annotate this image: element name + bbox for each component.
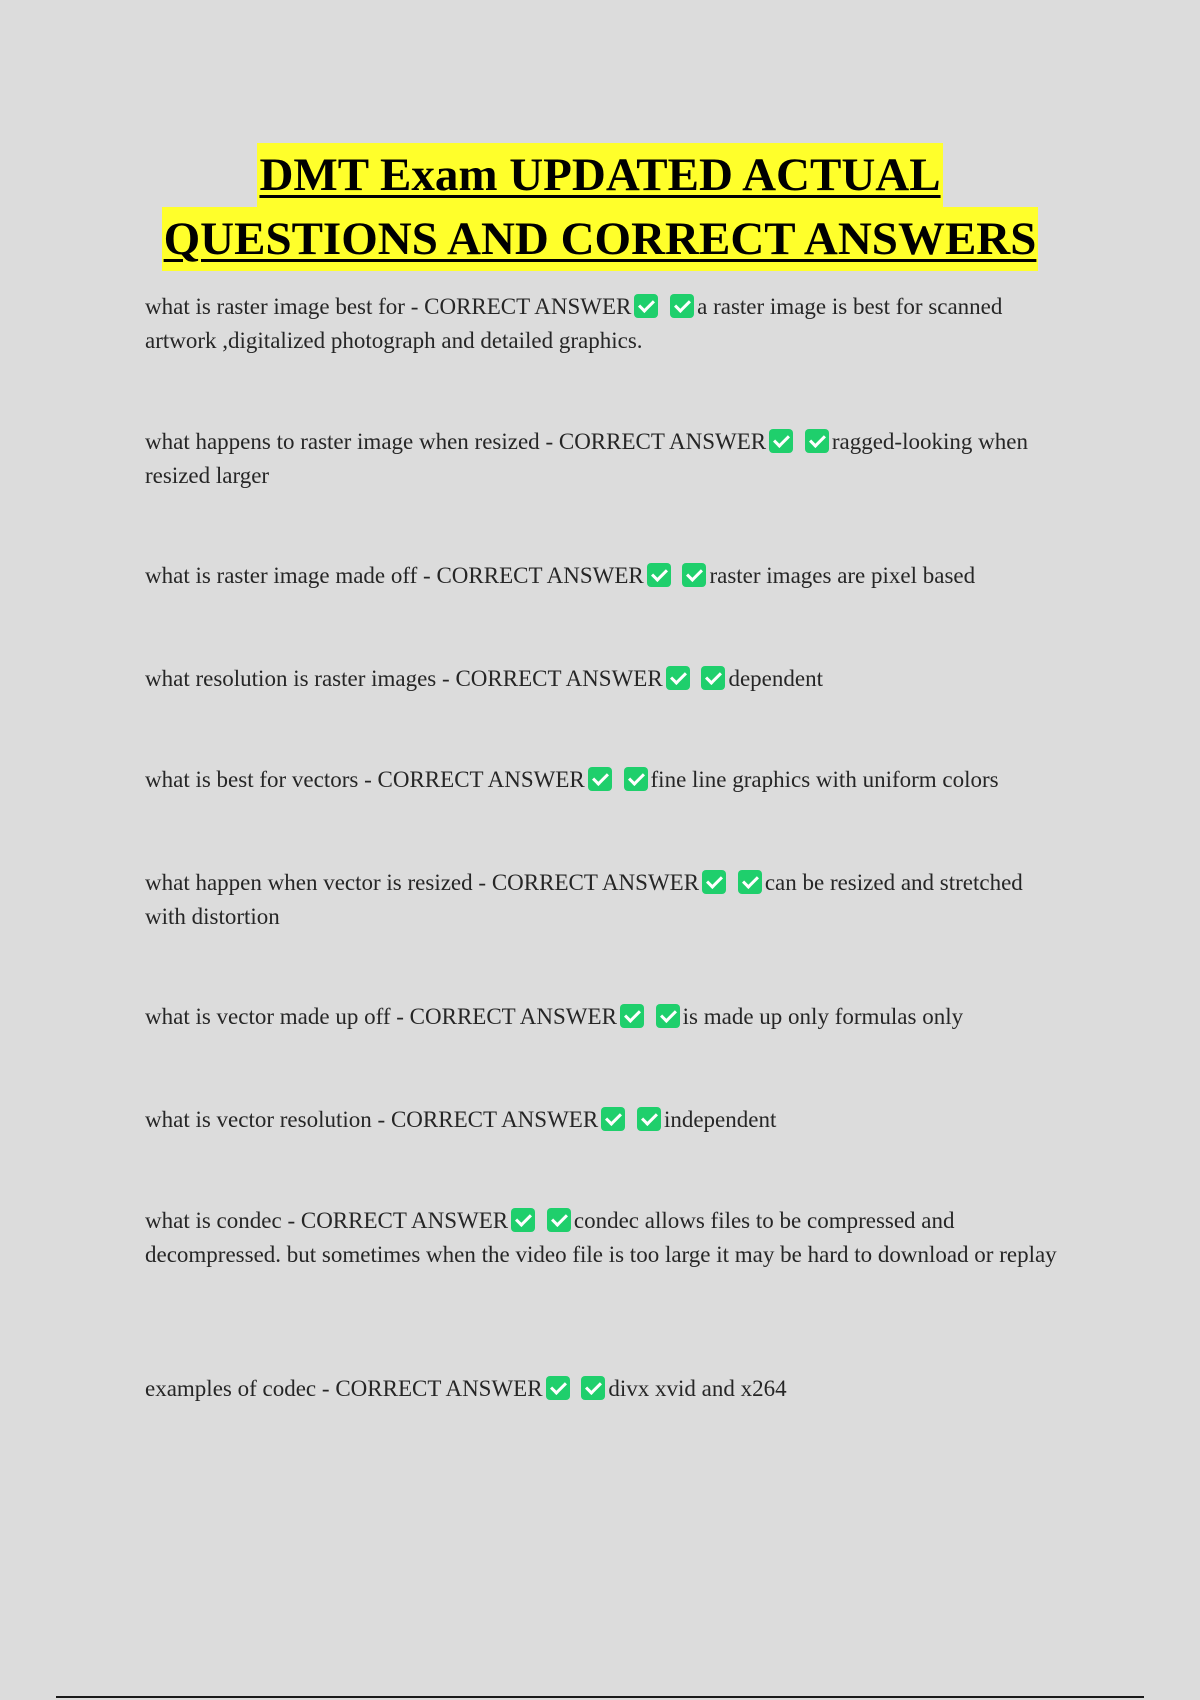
- green-check-icon: [656, 1004, 680, 1028]
- correct-answer-marker: CORRECT ANSWER: [558, 429, 767, 454]
- qa-item-6: what happen when vector is resized - CORRECT ANSWER can be resized and stretched with distortion: [145, 870, 1023, 929]
- green-check-icon: [738, 870, 762, 894]
- green-check-icon: [701, 666, 725, 690]
- question-text: what is raster image made off: [145, 563, 418, 588]
- green-check-icon: [624, 767, 648, 791]
- answer-text: independent: [663, 1107, 777, 1132]
- qa-item-7: what is vector made up off - CORRECT ANSWER is made up only formulas only: [145, 1004, 964, 1029]
- correct-answer-marker: CORRECT ANSWER: [455, 666, 663, 691]
- answer-text: condec allows files to be compressed and decompressed. but sometimes when the video file is too large it may be hard to download or replay: [145, 1208, 1057, 1267]
- title-line-2: QUESTIONS AND CORRECT ANSWERS: [162, 207, 1039, 271]
- question-text: what resolution is raster images: [145, 666, 437, 691]
- green-check-icon: [581, 1376, 605, 1400]
- question-text: what happen when vector is resized: [145, 870, 473, 895]
- correct-answer-marker: CORRECT ANSWER: [409, 1004, 617, 1029]
- qa-item-8: what is vector resolution - CORRECT ANSWER independent: [145, 1107, 777, 1132]
- question-text: what happens to raster image when resized: [145, 429, 540, 454]
- green-check-icon: [682, 563, 706, 587]
- green-check-icon: [647, 563, 671, 587]
- question-text: what is vector made up off: [145, 1004, 391, 1029]
- answer-text: raster images are pixel based: [709, 563, 976, 588]
- answer-text: fine line graphics with uniform colors: [650, 767, 999, 792]
- green-check-icon: [546, 1376, 570, 1400]
- answer-text: ragged-looking when resized larger: [145, 429, 1028, 488]
- correct-answer-marker: CORRECT ANSWER: [491, 870, 700, 895]
- green-check-icon: [670, 294, 694, 318]
- correct-answer-marker: CORRECT ANSWER: [300, 1208, 509, 1233]
- correct-answer-marker: CORRECT ANSWER: [377, 767, 585, 792]
- green-check-icon: [634, 294, 658, 318]
- answer-text: a raster image is best for scanned artwork ,digitalized photograph and detailed graphics.: [145, 294, 1003, 353]
- green-check-icon: [547, 1208, 571, 1232]
- question-text: what is vector resolution: [145, 1107, 372, 1132]
- green-check-icon: [637, 1107, 661, 1131]
- answer-text: can be resized and stretched with distortion: [145, 870, 1023, 929]
- qa-item-10: examples of codec - CORRECT ANSWER divx xvid and x264: [145, 1376, 787, 1401]
- question-text: what is best for vectors: [145, 767, 359, 792]
- footer-divider: [56, 1696, 1144, 1698]
- answer-text: dependent: [728, 666, 823, 691]
- answer-text: divx xvid and x264: [608, 1376, 787, 1401]
- question-text: examples of codec: [145, 1376, 317, 1401]
- green-check-icon: [511, 1208, 535, 1232]
- qa-item-3: what is raster image made off - CORRECT ANSWER raster images are pixel based: [145, 563, 976, 588]
- correct-answer-marker: CORRECT ANSWER: [436, 563, 644, 588]
- qa-item-9: what is condec - CORRECT ANSWER condec allows files to be compressed and decompressed. but sometimes when the video file is too large it may be hard to download or replay: [145, 1208, 1057, 1267]
- question-text: what is raster image best for: [145, 294, 405, 319]
- qa-item-4: what resolution is raster images - CORRECT ANSWER dependent: [145, 666, 823, 691]
- green-check-icon: [620, 1004, 644, 1028]
- correct-answer-marker: CORRECT ANSWER: [424, 294, 632, 319]
- question-text: what is condec: [145, 1208, 282, 1233]
- qa-item-1: what is raster image best for - CORRECT ANSWER a raster image is best for scanned artwork ,digitalized photograph and detailed graphics.: [145, 294, 1003, 353]
- correct-answer-marker: CORRECT ANSWER: [390, 1107, 599, 1132]
- green-check-icon: [601, 1107, 625, 1131]
- qa-item-2: what happens to raster image when resized - CORRECT ANSWER ragged-looking when resized larger: [145, 429, 1028, 488]
- title-line-1: DMT Exam UPDATED ACTUAL: [257, 143, 942, 207]
- qa-item-5: what is best for vectors - CORRECT ANSWER fine line graphics with uniform colors: [145, 767, 999, 792]
- green-check-icon: [805, 429, 829, 453]
- correct-answer-marker: CORRECT ANSWER: [335, 1376, 543, 1401]
- answer-text: is made up only formulas only: [682, 1004, 964, 1029]
- document-title: [0, 143, 1200, 271]
- green-check-icon: [769, 429, 793, 453]
- green-check-icon: [702, 870, 726, 894]
- green-check-icon: [666, 666, 690, 690]
- green-check-icon: [588, 767, 612, 791]
